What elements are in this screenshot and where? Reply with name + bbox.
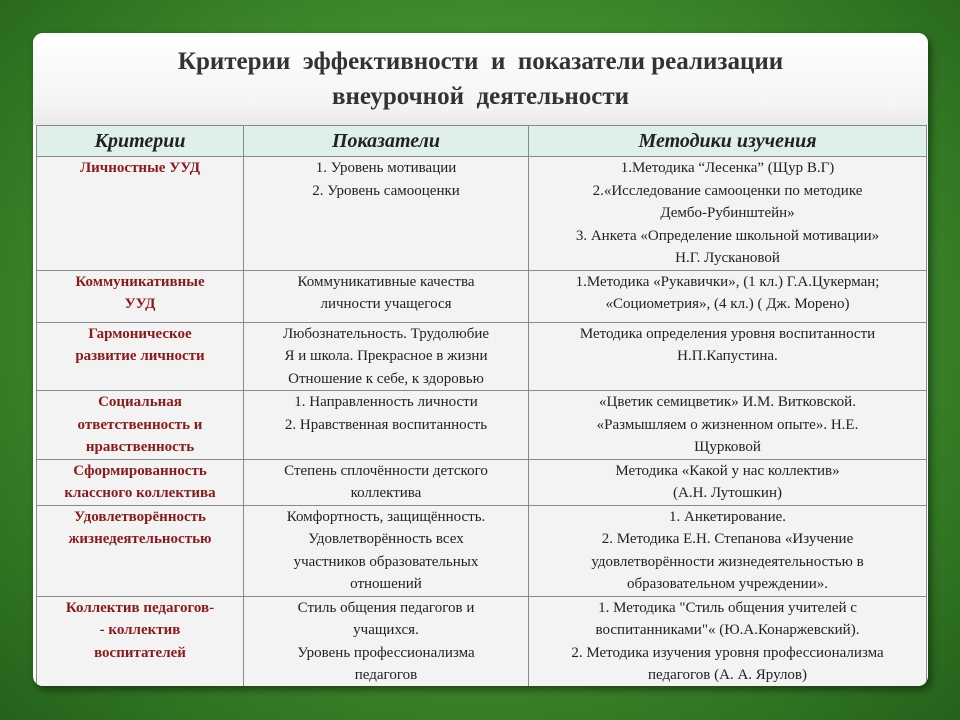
table-row	[37, 596, 927, 686]
criterion-line: классного коллектива	[64, 485, 216, 501]
table-row	[37, 391, 927, 460]
table-row	[37, 505, 927, 596]
indicators-line: коллектива	[350, 485, 422, 501]
header-methods: Методики изучения	[529, 126, 927, 157]
criterion-cell	[37, 391, 244, 460]
indicators-line: Комфортность, защищённость.	[286, 508, 486, 525]
indicators-line: Степень сплочённости детского	[284, 462, 488, 479]
indicators-line: 1. Направленность личности	[294, 394, 478, 410]
criterion-line: УУД	[124, 296, 156, 312]
indicators-cell	[244, 391, 529, 460]
methods-line: «Размышляем о жизненном опыте». Н.Е.	[596, 416, 859, 433]
criterion-cell	[37, 157, 244, 271]
indicators-line: педагогов	[354, 667, 418, 683]
methods-line: Н.П.Капустина.	[677, 348, 778, 364]
methods-line: Дембо-Рубинштейн»	[660, 205, 795, 221]
indicators-line: участников образовательных	[293, 553, 479, 570]
indicators-cell	[244, 270, 529, 322]
indicators-line: Стиль общения педагогов и	[297, 599, 475, 616]
indicators-line: 1. Уровень мотивации	[315, 160, 457, 176]
methods-line: образовательном учреждении».	[627, 576, 828, 592]
indicators-line: Уровень профессионализма	[297, 644, 475, 661]
criterion-line: развитие личности	[75, 348, 205, 364]
criterion-line: - коллектив	[99, 622, 181, 638]
criterion-cell	[37, 505, 244, 596]
methods-line: 1. Анкетирование.	[668, 508, 787, 525]
indicators-line: Отношение к себе, к здоровью	[288, 370, 484, 387]
criterion-line: жизнедеятельностью	[68, 531, 212, 547]
table-row	[37, 157, 927, 271]
methods-cell	[529, 270, 927, 322]
methods-line: 1. Методика "Стиль общения учителей с	[598, 599, 857, 616]
criterion-cell	[37, 322, 244, 391]
title-line-1: Критерии эффективности и показатели реализации	[177, 48, 784, 75]
criterion-cell	[37, 596, 244, 686]
slide	[33, 33, 928, 686]
indicators-line: Коммуникативные качества	[297, 273, 475, 290]
methods-cell	[529, 322, 927, 391]
header-criteria: Критерии	[37, 126, 244, 157]
indicators-line: 2. Уровень самооценки	[312, 182, 460, 199]
indicators-cell	[244, 157, 529, 271]
table-row	[37, 459, 927, 505]
indicators-line: отношений	[350, 576, 422, 592]
methods-line: «Социометрия», (4 кл.) ( Дж. Морено)	[605, 296, 850, 312]
methods-line: удовлетворённости жизнедеятельностью в	[591, 553, 864, 570]
criterion-line: Сформированность	[73, 462, 207, 479]
criterion-line: Коммуникативные	[75, 273, 205, 290]
indicators-line: Удовлетворённость всех	[308, 531, 464, 547]
criterion-line: Социальная	[98, 394, 182, 410]
methods-line: 1.Методика “Лесенка” (Щур В.Г)	[620, 160, 835, 176]
methods-line: 2. Методика изучения уровня профессионализма	[571, 644, 884, 661]
indicators-cell	[244, 322, 529, 391]
methods-line: Щурковой	[694, 439, 761, 455]
table-header-row	[37, 126, 927, 157]
criterion-cell	[37, 459, 244, 505]
methods-cell	[529, 459, 927, 505]
criterion-line: Коллектив педагогов-	[65, 599, 215, 616]
indicators-line: личности учащегося	[320, 296, 452, 312]
methods-line: педагогов (А. А. Ярулов)	[647, 667, 808, 683]
indicators-cell	[244, 459, 529, 505]
criterion-cell	[37, 270, 244, 322]
methods-line: (А.Н. Лутошкин)	[673, 485, 782, 501]
criterion-line: воспитателей	[94, 644, 186, 661]
page-title	[33, 44, 928, 114]
criterion-line: Удовлетворённость	[74, 508, 206, 525]
table-row	[37, 322, 927, 391]
methods-line: 2. Методика Е.Н. Степанова «Изучение	[601, 531, 854, 547]
indicators-cell	[244, 596, 529, 686]
indicators-line: учащихся.	[353, 622, 419, 638]
methods-cell	[529, 157, 927, 271]
criterion-line: Гармоническое	[88, 325, 192, 342]
title-line-2: внеурочной деятельности	[331, 83, 630, 110]
indicators-line: Любознательность. Трудолюбие	[282, 325, 490, 342]
indicators-line: Я и школа. Прекрасное в жизни	[284, 348, 488, 364]
methods-line: Методика определения уровня воспитанности	[579, 325, 876, 342]
methods-cell	[529, 391, 927, 460]
indicators-line: 2. Нравственная воспитанность	[284, 416, 488, 433]
header-indicators: Показатели	[244, 126, 529, 157]
methods-line: Н.Г. Лускановой	[675, 250, 780, 266]
methods-line: «Цветик семицветик» И.М. Витковской.	[599, 394, 856, 410]
methods-line: 3. Анкета «Определение школьной мотивации»	[575, 227, 880, 244]
table-row	[37, 270, 927, 322]
criterion-line: ответственность и	[77, 416, 203, 433]
criterion-line: нравственность	[85, 439, 195, 455]
methods-cell	[529, 505, 927, 596]
criterion-line: Личностные УУД	[79, 160, 201, 176]
methods-cell	[529, 596, 927, 686]
indicators-cell	[244, 505, 529, 596]
methods-line: 2.«Исследование самооценки по методике	[592, 182, 863, 199]
methods-line: Методика «Какой у нас коллектив»	[615, 462, 840, 479]
criteria-table	[36, 125, 927, 686]
methods-line: воспитанниками"« (Ю.А.Конаржевский).	[595, 622, 860, 638]
methods-line: 1.Методика «Рукавички», (1 кл.) Г.А.Цукерман;	[575, 273, 880, 290]
